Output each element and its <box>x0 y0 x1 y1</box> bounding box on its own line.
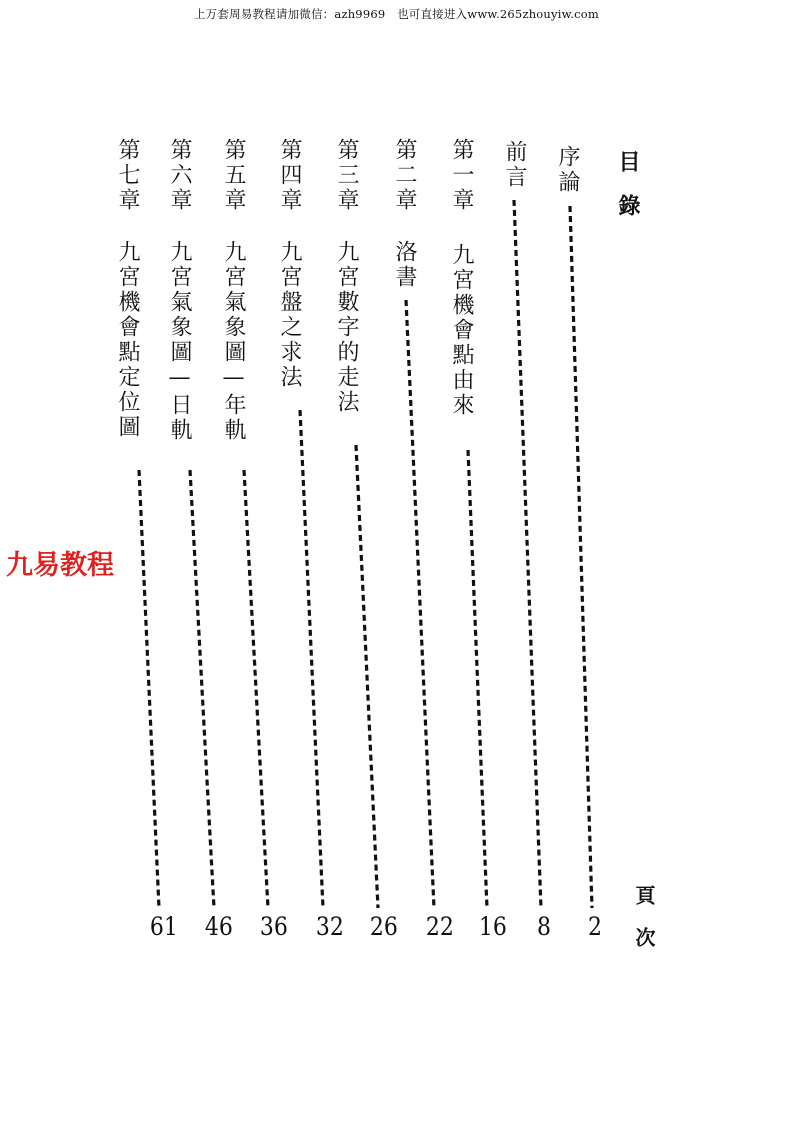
leader-line <box>570 206 592 908</box>
watermark-logo: 九易教程 <box>6 550 114 581</box>
leader-line <box>244 470 268 908</box>
toc-entry-preface[interactable]: 序論 <box>555 145 580 195</box>
toc-entry-chapter-1[interactable]: 九宮機會點由來 <box>449 243 474 418</box>
leader-line <box>356 445 378 908</box>
leader-line <box>468 450 487 908</box>
toc-entry-chapter-5[interactable]: 九宮氣象圖—年軌 <box>221 240 246 443</box>
leader-line <box>190 470 214 908</box>
toc-chapter-label: 第六章 <box>167 138 192 213</box>
toc-entry-foreword[interactable]: 前言 <box>502 140 527 190</box>
page-number: 36 <box>259 912 288 941</box>
toc-chapter-label: 第四章 <box>277 138 302 213</box>
toc-entry-chapter-4[interactable]: 九宮盤之求法 <box>277 240 302 390</box>
leader-line <box>514 200 541 908</box>
toc-entry-chapter-3[interactable]: 九宮數字的走法 <box>334 240 359 415</box>
toc-chapter-label: 第五章 <box>221 138 246 213</box>
leader-line <box>300 410 323 908</box>
header-banner: 上万套周易教程请加微信：azh9969 也可直接进入www.265zhouyiw.com <box>193 7 600 21</box>
page-number: 2 <box>587 912 602 941</box>
page-number: 61 <box>149 912 178 941</box>
page-number: 8 <box>536 912 551 941</box>
toc-chapter-label: 第二章 <box>392 138 417 213</box>
toc-chapter-label: 第七章 <box>115 138 140 213</box>
page-number: 22 <box>425 912 454 941</box>
leader-line <box>139 470 159 908</box>
leader-line <box>406 300 434 908</box>
page-number: 16 <box>478 912 507 941</box>
page-number: 32 <box>315 912 344 941</box>
toc-chapter-label: 第一章 <box>449 138 474 213</box>
toc-entry-chapter-7[interactable]: 九宮機會點定位圖 <box>115 240 140 440</box>
page-column-header: 頁次 <box>632 885 656 969</box>
toc-entry-chapter-6[interactable]: 九宮氣象圖—日軌 <box>167 240 192 443</box>
page-number: 46 <box>204 912 233 941</box>
toc-chapter-label: 第三章 <box>334 138 359 213</box>
page-title: 目錄 <box>615 150 641 238</box>
toc-entry-chapter-2[interactable]: 洛書 <box>392 240 417 290</box>
page-number: 26 <box>369 912 398 941</box>
